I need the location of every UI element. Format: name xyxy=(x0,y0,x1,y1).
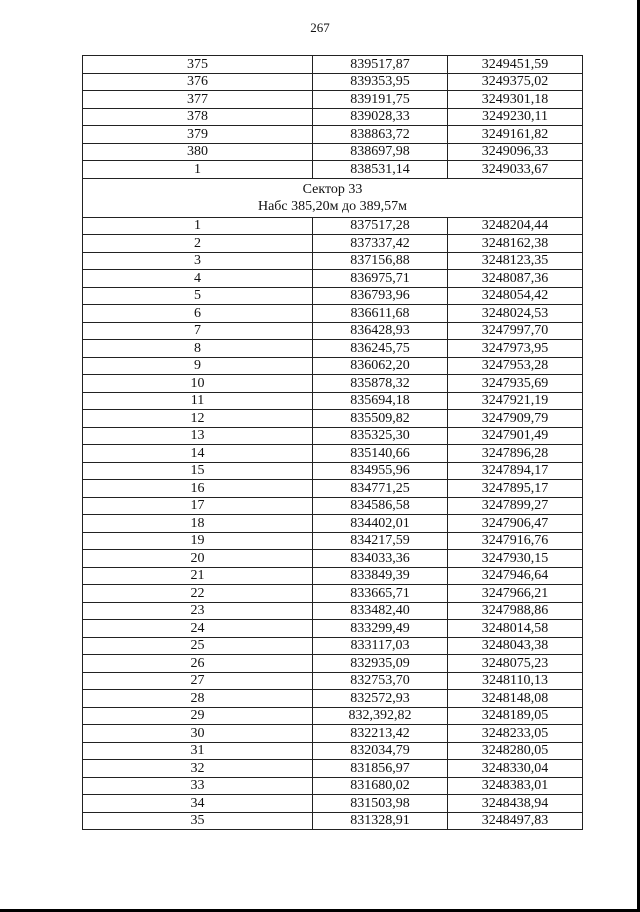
table-row xyxy=(83,497,583,515)
point-number-cell: 5 xyxy=(83,287,313,305)
table-row xyxy=(83,161,583,179)
table-row xyxy=(83,620,583,638)
x-coordinate-cell: 833665,71 xyxy=(313,585,448,603)
y-coordinate-cell: 3247909,79 xyxy=(448,410,583,428)
x-coordinate-cell: 838697,98 xyxy=(313,143,448,161)
table-row xyxy=(83,602,583,620)
sector-subtitle: Набс 385,20м до 389,57м xyxy=(257,198,407,214)
x-coordinate-cell: 833117,03 xyxy=(313,637,448,655)
y-coordinate-cell: 3248123,35 xyxy=(448,252,583,270)
table-row xyxy=(83,725,583,743)
y-coordinate-cell: 3247973,95 xyxy=(448,340,583,358)
x-coordinate-cell: 836611,68 xyxy=(313,305,448,323)
y-coordinate-cell: 3247921,19 xyxy=(448,392,583,410)
x-coordinate-cell: 839353,95 xyxy=(313,73,448,91)
y-coordinate-cell: 3247906,47 xyxy=(448,515,583,533)
x-coordinate-cell: 837337,42 xyxy=(313,235,448,253)
point-number-cell: 1 xyxy=(83,161,313,179)
y-coordinate-cell: 3247895,17 xyxy=(448,480,583,498)
y-coordinate-cell: 3247966,21 xyxy=(448,585,583,603)
table-row xyxy=(83,515,583,533)
y-coordinate-cell: 3247930,15 xyxy=(448,550,583,568)
x-coordinate-cell: 834586,58 xyxy=(313,497,448,515)
point-number-cell: 29 xyxy=(83,707,313,725)
x-coordinate-cell: 837156,88 xyxy=(313,252,448,270)
x-coordinate-cell: 835878,32 xyxy=(313,375,448,393)
x-coordinate-cell: 839517,87 xyxy=(313,56,448,74)
point-number-cell: 23 xyxy=(83,602,313,620)
x-coordinate-cell: 833299,49 xyxy=(313,620,448,638)
y-coordinate-cell: 3249375,02 xyxy=(448,73,583,91)
y-coordinate-cell: 3248280,05 xyxy=(448,742,583,760)
point-number-cell: 22 xyxy=(83,585,313,603)
x-coordinate-cell: 831503,98 xyxy=(313,795,448,813)
table-row xyxy=(83,410,583,428)
x-coordinate-cell: 834033,36 xyxy=(313,550,448,568)
point-number-cell: 19 xyxy=(83,532,313,550)
y-coordinate-cell: 3248330,04 xyxy=(448,760,583,778)
table-row xyxy=(83,270,583,288)
x-coordinate-cell: 831680,02 xyxy=(313,777,448,795)
y-coordinate-cell: 3247901,49 xyxy=(448,427,583,445)
x-coordinate-cell: 833482,40 xyxy=(313,602,448,620)
table-row xyxy=(83,462,583,480)
table-row xyxy=(83,73,583,91)
point-number-cell: 15 xyxy=(83,462,313,480)
point-number-cell: 377 xyxy=(83,91,313,109)
x-coordinate-cell: 836793,96 xyxy=(313,287,448,305)
point-number-cell: 32 xyxy=(83,760,313,778)
y-coordinate-cell: 3247916,76 xyxy=(448,532,583,550)
point-number-cell: 24 xyxy=(83,620,313,638)
y-coordinate-cell: 3248054,42 xyxy=(448,287,583,305)
table-row xyxy=(83,480,583,498)
y-coordinate-cell: 3248087,36 xyxy=(448,270,583,288)
point-number-cell: 11 xyxy=(83,392,313,410)
point-number-cell: 17 xyxy=(83,497,313,515)
table-row xyxy=(83,287,583,305)
x-coordinate-cell: 838531,14 xyxy=(313,161,448,179)
x-coordinate-cell: 836975,71 xyxy=(313,270,448,288)
table-row xyxy=(83,108,583,126)
point-number-cell: 378 xyxy=(83,108,313,126)
table-row xyxy=(83,777,583,795)
point-number-cell: 25 xyxy=(83,637,313,655)
x-coordinate-cell: 839028,33 xyxy=(313,108,448,126)
point-number-cell: 28 xyxy=(83,690,313,708)
point-number-cell: 14 xyxy=(83,445,313,463)
y-coordinate-cell: 3249033,67 xyxy=(448,161,583,179)
table-row xyxy=(83,235,583,253)
table-row xyxy=(83,143,583,161)
y-coordinate-cell: 3248204,44 xyxy=(448,217,583,235)
x-coordinate-cell: 832753,70 xyxy=(313,672,448,690)
point-number-cell: 18 xyxy=(83,515,313,533)
x-coordinate-cell: 836428,93 xyxy=(313,322,448,340)
y-coordinate-cell: 3248110,13 xyxy=(448,672,583,690)
table-row xyxy=(83,427,583,445)
page-number: 267 xyxy=(310,20,330,35)
y-coordinate-cell: 3247997,70 xyxy=(448,322,583,340)
table-row xyxy=(83,252,583,270)
y-coordinate-cell: 3248233,05 xyxy=(448,725,583,743)
x-coordinate-cell: 831328,91 xyxy=(313,812,448,830)
point-number-cell: 16 xyxy=(83,480,313,498)
point-number-cell: 34 xyxy=(83,795,313,813)
point-number-cell: 12 xyxy=(83,410,313,428)
point-number-cell: 4 xyxy=(83,270,313,288)
x-coordinate-cell: 833849,39 xyxy=(313,567,448,585)
table-row xyxy=(83,305,583,323)
table-row xyxy=(83,742,583,760)
point-number-cell: 8 xyxy=(83,340,313,358)
sector-header-cell xyxy=(83,178,583,217)
x-coordinate-cell: 835509,82 xyxy=(313,410,448,428)
point-number-cell: 379 xyxy=(83,126,313,144)
x-coordinate-cell: 834217,59 xyxy=(313,532,448,550)
y-coordinate-cell: 3248438,94 xyxy=(448,795,583,813)
table-row xyxy=(83,637,583,655)
rows-after-group xyxy=(83,217,583,830)
y-coordinate-cell: 3248383,01 xyxy=(448,777,583,795)
table-row xyxy=(83,795,583,813)
sector-header-group xyxy=(83,178,583,217)
table-row xyxy=(83,532,583,550)
x-coordinate-cell: 837517,28 xyxy=(313,217,448,235)
table-row xyxy=(83,126,583,144)
point-number-cell: 21 xyxy=(83,567,313,585)
y-coordinate-cell: 3249230,11 xyxy=(448,108,583,126)
y-coordinate-cell: 3247894,17 xyxy=(448,462,583,480)
point-number-cell: 6 xyxy=(83,305,313,323)
table-row xyxy=(83,655,583,673)
table-row xyxy=(83,445,583,463)
y-coordinate-cell: 3247988,86 xyxy=(448,602,583,620)
point-number-cell: 13 xyxy=(83,427,313,445)
x-coordinate-cell: 832572,93 xyxy=(313,690,448,708)
x-coordinate-cell: 832034,79 xyxy=(313,742,448,760)
point-number-cell: 2 xyxy=(83,235,313,253)
rows-before-group xyxy=(83,56,583,179)
x-coordinate-cell: 836245,75 xyxy=(313,340,448,358)
table-row xyxy=(83,550,583,568)
table-row xyxy=(83,585,583,603)
y-coordinate-cell: 3247946,64 xyxy=(448,567,583,585)
y-coordinate-cell: 3248497,83 xyxy=(448,812,583,830)
y-coordinate-cell: 3248148,08 xyxy=(448,690,583,708)
table-row xyxy=(83,357,583,375)
table-row xyxy=(83,91,583,109)
table-row xyxy=(83,322,583,340)
table-row xyxy=(83,56,583,74)
point-number-cell: 7 xyxy=(83,322,313,340)
y-coordinate-cell: 3249161,82 xyxy=(448,126,583,144)
sector-title: Сектор 33 xyxy=(302,181,363,197)
y-coordinate-cell: 3248075,23 xyxy=(448,655,583,673)
point-number-cell: 35 xyxy=(83,812,313,830)
x-coordinate-cell: 838863,72 xyxy=(313,126,448,144)
table-row xyxy=(83,760,583,778)
point-number-cell: 31 xyxy=(83,742,313,760)
y-coordinate-cell: 3248024,53 xyxy=(448,305,583,323)
table-row xyxy=(83,672,583,690)
table-row xyxy=(83,217,583,235)
y-coordinate-cell: 3248043,38 xyxy=(448,637,583,655)
x-coordinate-cell: 831856,97 xyxy=(313,760,448,778)
point-number-cell: 20 xyxy=(83,550,313,568)
point-number-cell: 380 xyxy=(83,143,313,161)
table-row xyxy=(83,567,583,585)
x-coordinate-cell: 834771,25 xyxy=(313,480,448,498)
x-coordinate-cell: 839191,75 xyxy=(313,91,448,109)
point-number-cell: 3 xyxy=(83,252,313,270)
table-row xyxy=(83,340,583,358)
y-coordinate-cell: 3247896,28 xyxy=(448,445,583,463)
x-coordinate-cell: 835325,30 xyxy=(313,427,448,445)
point-number-cell: 33 xyxy=(83,777,313,795)
x-coordinate-cell: 834402,01 xyxy=(313,515,448,533)
table-row xyxy=(83,812,583,830)
point-number-cell: 27 xyxy=(83,672,313,690)
point-number-cell: 376 xyxy=(83,73,313,91)
y-coordinate-cell: 3249451,59 xyxy=(448,56,583,74)
table-row xyxy=(83,707,583,725)
point-number-cell: 375 xyxy=(83,56,313,74)
y-coordinate-cell: 3247899,27 xyxy=(448,497,583,515)
x-coordinate-cell: 832935,09 xyxy=(313,655,448,673)
x-coordinate-cell: 835694,18 xyxy=(313,392,448,410)
x-coordinate-cell: 835140,66 xyxy=(313,445,448,463)
y-coordinate-cell: 3248189,05 xyxy=(448,707,583,725)
table-row xyxy=(83,375,583,393)
x-coordinate-cell: 832213,42 xyxy=(313,725,448,743)
y-coordinate-cell: 3249301,18 xyxy=(448,91,583,109)
y-coordinate-cell: 3248162,38 xyxy=(448,235,583,253)
y-coordinate-cell: 3247935,69 xyxy=(448,375,583,393)
point-number-cell: 30 xyxy=(83,725,313,743)
point-number-cell: 1 xyxy=(83,217,313,235)
x-coordinate-cell: 836062,20 xyxy=(313,357,448,375)
coordinates-table xyxy=(82,55,583,830)
point-number-cell: 9 xyxy=(83,357,313,375)
point-number-cell: 10 xyxy=(83,375,313,393)
y-coordinate-cell: 3247953,28 xyxy=(448,357,583,375)
y-coordinate-cell: 3249096,33 xyxy=(448,143,583,161)
x-coordinate-cell: 834955,96 xyxy=(313,462,448,480)
table-row xyxy=(83,690,583,708)
y-coordinate-cell: 3248014,58 xyxy=(448,620,583,638)
sector-header-row xyxy=(83,178,583,217)
x-coordinate-cell: 832,392,82 xyxy=(313,707,448,725)
table-row xyxy=(83,392,583,410)
point-number-cell: 26 xyxy=(83,655,313,673)
